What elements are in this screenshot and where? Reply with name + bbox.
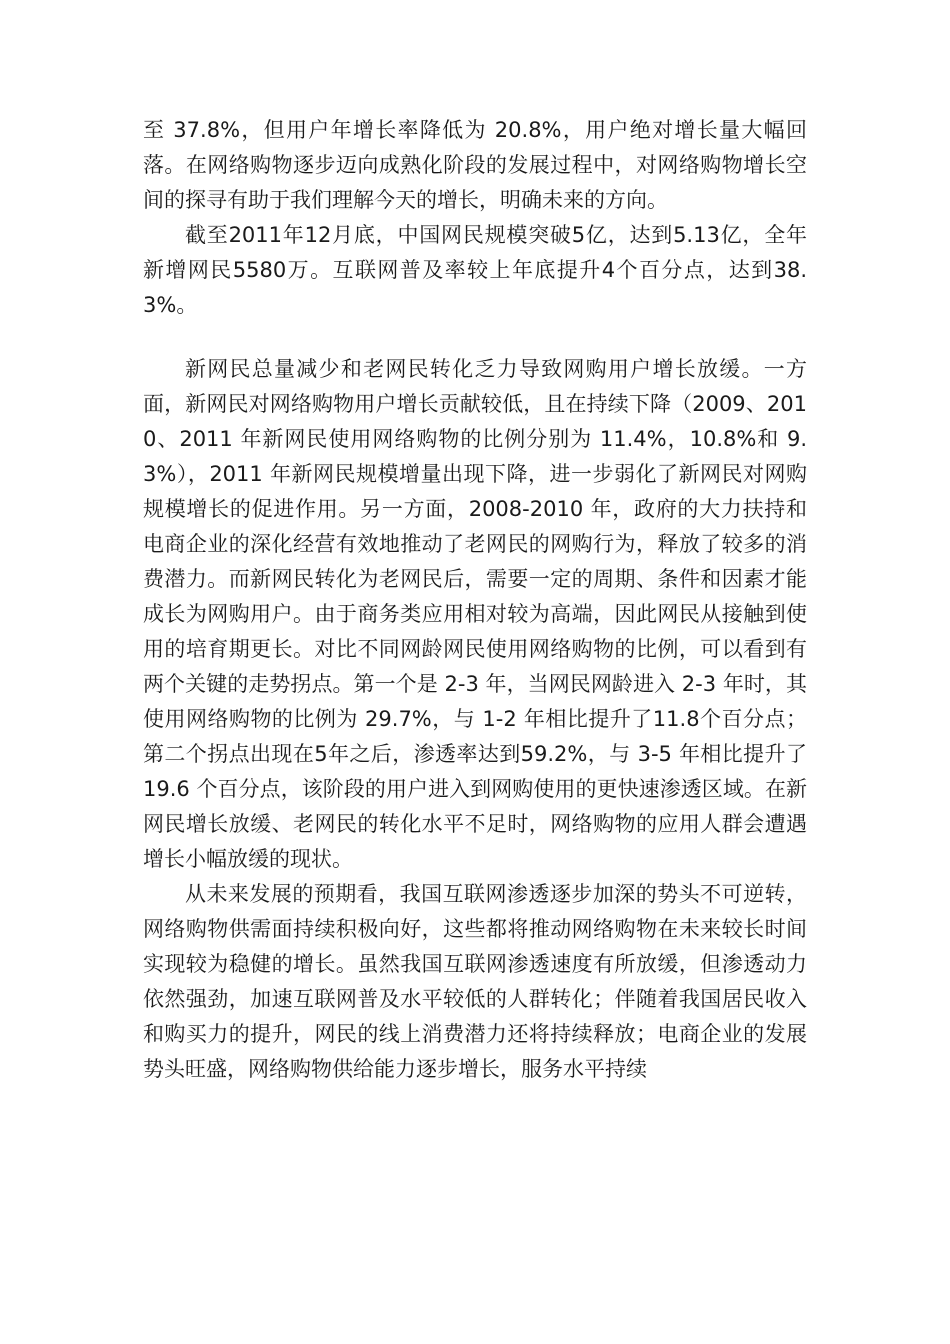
paragraph-growth-slowdown-analysis: 新网民总量减少和老网民转化乏力导致网购用户增长放缓。一方面，新网民对网络购物用户增长贡献较低，且在持续下降（2009、2010、2011 年新网民使用网络购物的比例分别为 11.4%，10.8%和 9.3%），2011 年新网民规模增量出现下降，进一步弱化了新网民对网购规模增长的促进作用。另一方面，2008-2010 年，政府的大力扶持和电商企业的深化经营有效地推动了老网民的网购行为，释放了较多的消费潜力。而新网民转化为老网民后，需要一定的周期、条件和因素才能成长为网购用户。由于商务类应用相对较为高端，因此网民从接触到使用的培育期更长。对比不同网龄网民使用网络购物的比例，可以看到有两个关键的走势拐点。第一个是 2-3 年，当网民网龄进入 2-3 年时，其使用网络购物的比例为 29.7%，与 1-2 年相比提升了11.8个百分点；第二个拐点出现在5年之后，渗透率达到59.2%，与 3-5 年相比提升了 19.6 个百分点，该阶段的用户进入到网购使用的更快速渗透区域。在新网民增长放缓、老网民的转化水平不足时，网络购物的应用人群会遭遇增长小幅放缓的现状。 bbox=[143, 357, 807, 871]
paragraph-future-outlook: 从未来发展的预期看，我国互联网渗透逐步加深的势头不可逆转，网络购物供需面持续积极向好，这些都将推动网络购物在未来较长时间实现较为稳健的增长。虽然我国互联网渗透速度有所放缓，但渗透动力依然强劲，加速互联网普及水平较低的人群转化；伴随着我国居民收入和购买力的提升，网民的线上消费潜力还将持续释放；电商企业的发展势头旺盛，网络购物供给能力逐步增长，服务水平持续 bbox=[143, 882, 807, 1081]
document-body bbox=[143, 113, 807, 1087]
paragraph-user-growth-intro: 至 37.8%，但用户年增长率降低为 20.8%，用户绝对增长量大幅回落。在网络购物逐步迈向成熟化阶段的发展过程中，对网络购物增长空间的探寻有助于我们理解今天的增长，明确未来的方向。 bbox=[143, 118, 807, 212]
paragraph-netizen-scale-2011: 截至2011年12月底，中国网民规模突破5亿，达到5.13亿，全年新增网民5580万。互联网普及率较上年底提升4个百分点，达到38.3%。 bbox=[143, 223, 807, 317]
